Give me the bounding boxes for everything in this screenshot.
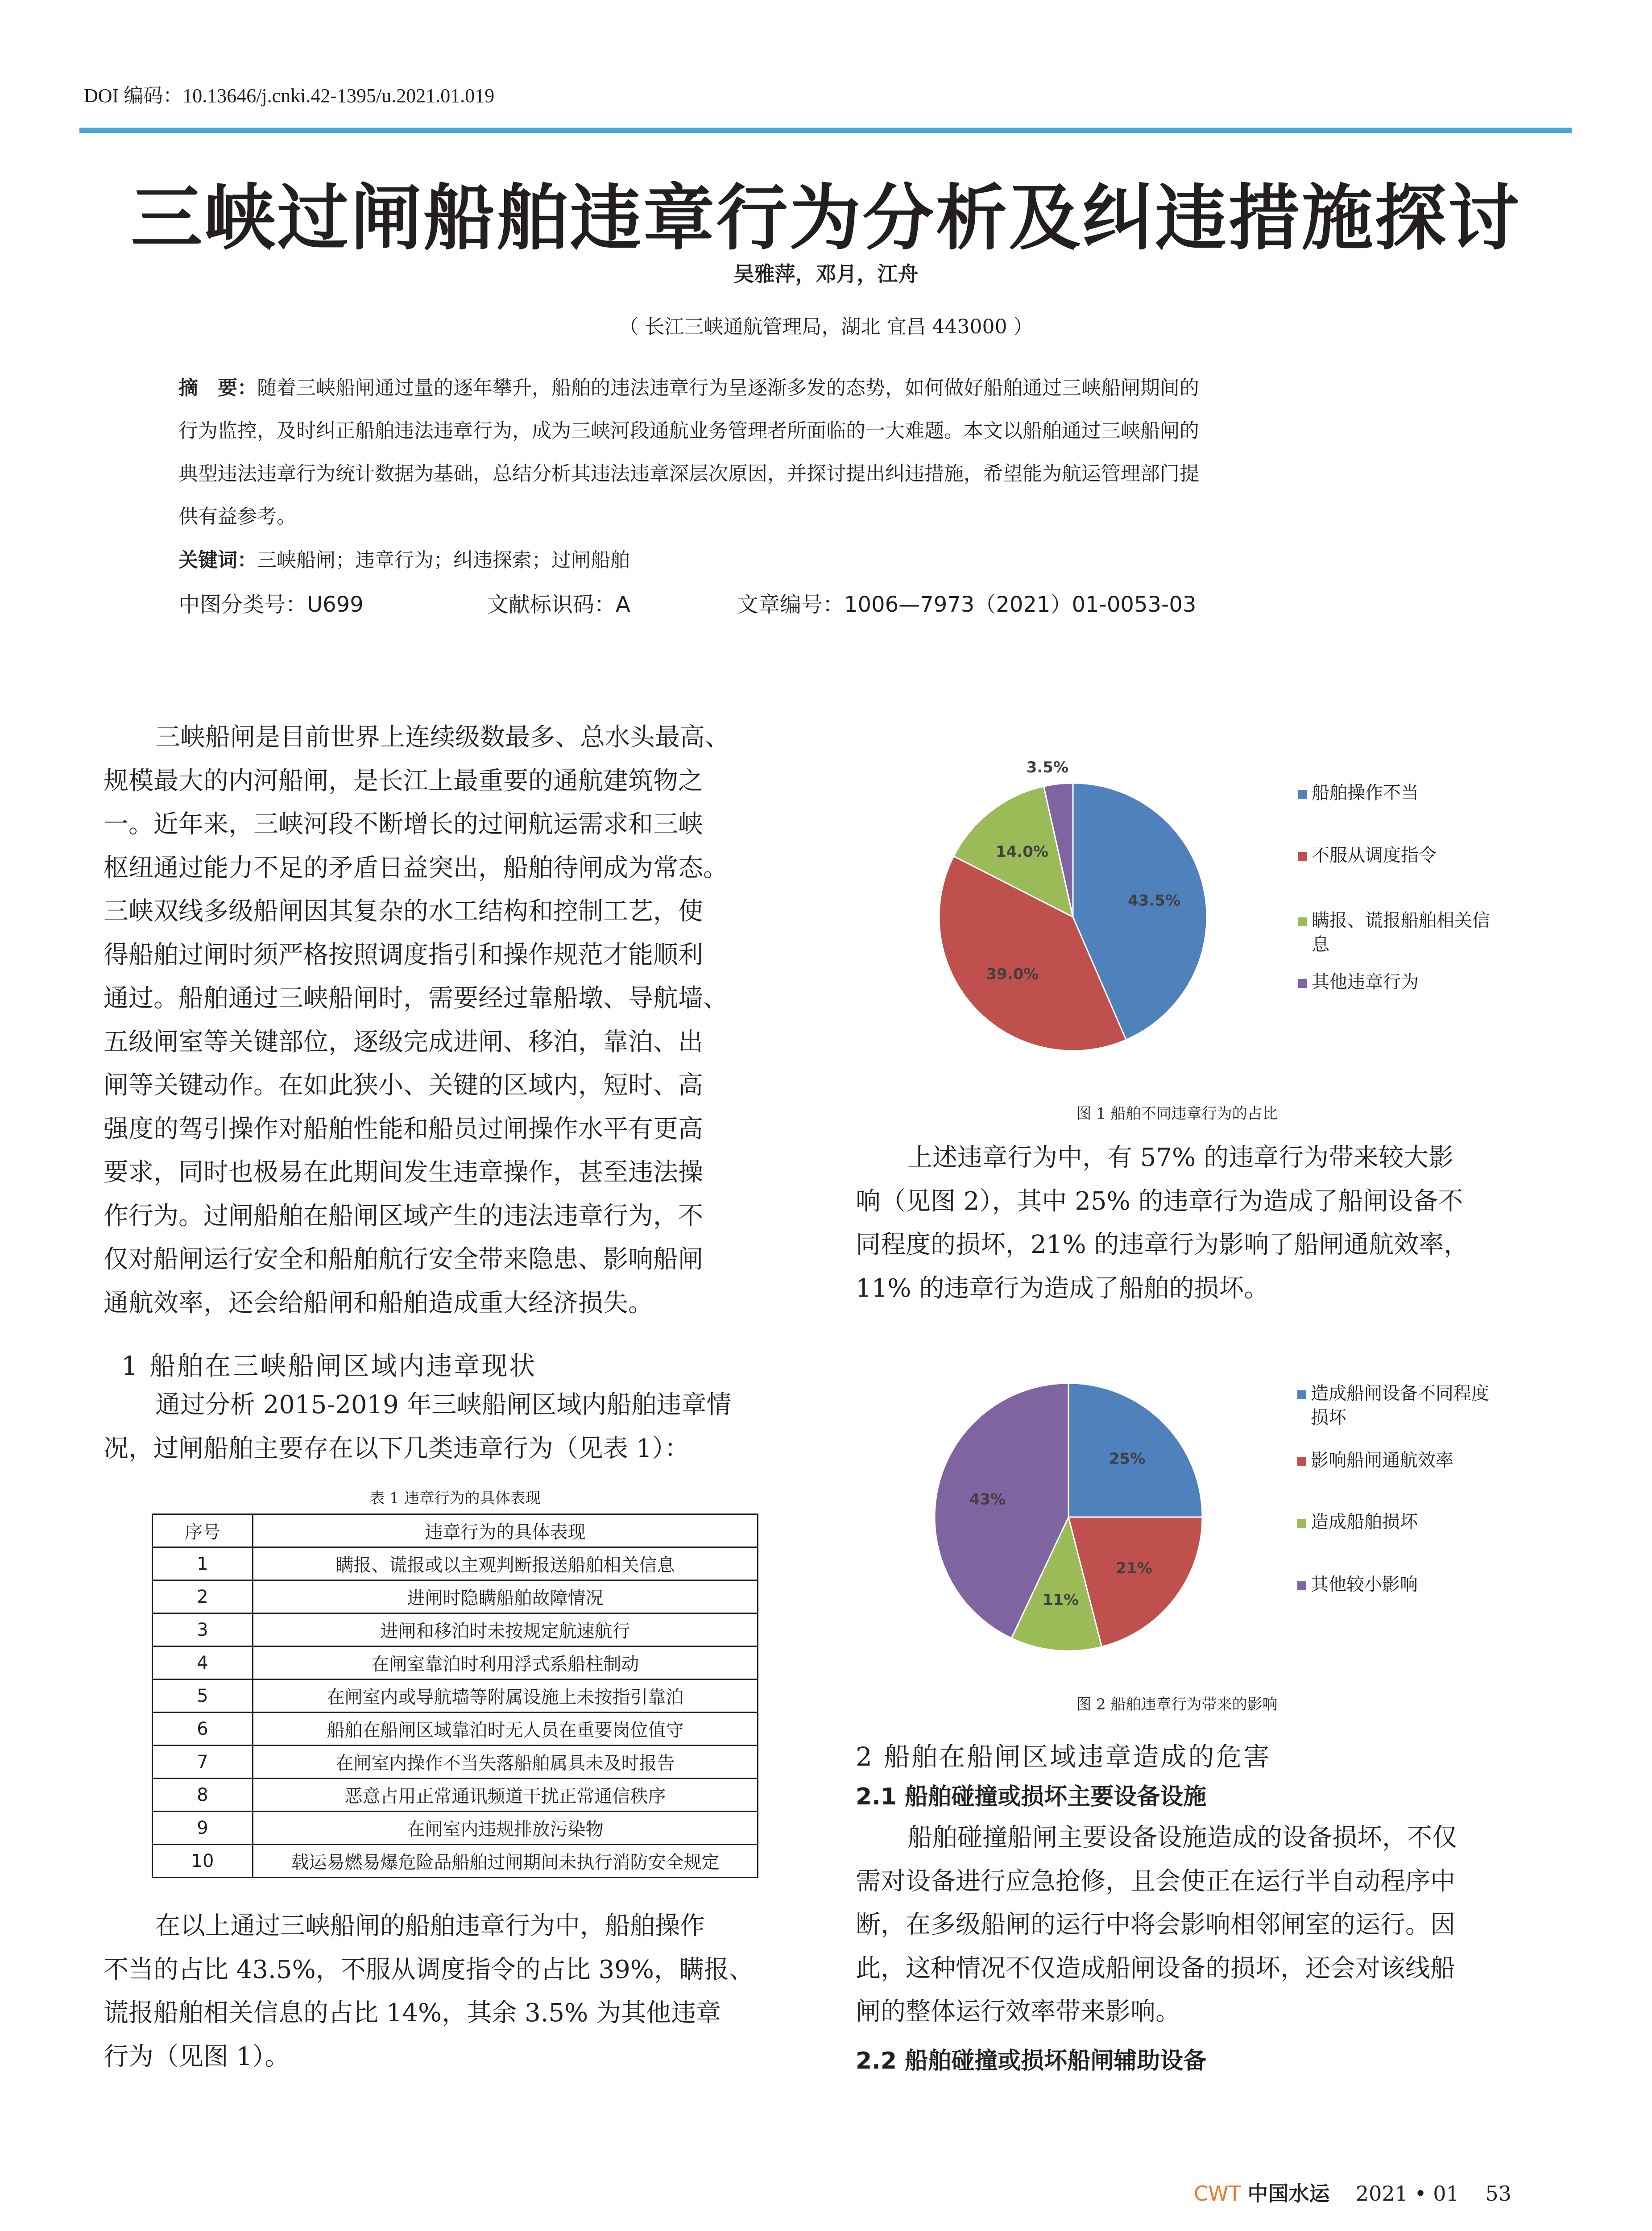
abstract-line: 供有益参考。 <box>178 505 296 528</box>
pie-data-label: 14.0% <box>996 843 1048 861</box>
legend-label: 影响船闸通航效率 <box>1311 1450 1453 1471</box>
table-row <box>153 1580 758 1613</box>
text-line: 况，过闸船舶主要存在以下几类违章行为（见表 1）： <box>104 1434 690 1463</box>
section-heading: 1 船舶在三峡船闸区域内违章现状 <box>121 1351 537 1381</box>
legend-label: 其他违章行为 <box>1312 972 1419 992</box>
table-cell: 瞒报、谎报或以主观判断报送船舶相关信息 <box>253 1547 758 1580</box>
figure-2-caption: 图 2 船舶违章行为带来的影响 <box>1076 1696 1278 1713</box>
abstract-line: 行为监控，及时纠正船舶违法违章行为，成为三峡河段通航业务管理者所面临的一大难题。本文以船舶通过三峡船闸的 <box>178 419 1199 442</box>
legend-swatch-operation <box>1298 790 1307 799</box>
table-cell: 3 <box>153 1613 253 1646</box>
table-row <box>153 1679 758 1713</box>
text-line: 同程度的损坏，21% 的违章行为影响了船闸通航效率， <box>856 1230 1469 1259</box>
table-cell: 进闸时隐瞒船舶故障情况 <box>253 1580 758 1613</box>
text-line: 五级闸室等关键部位，逐级完成进闸、移泊，靠泊、出 <box>104 1027 703 1057</box>
legend-label: 其他较小影响 <box>1311 1574 1418 1595</box>
table-cell: 7 <box>153 1746 253 1779</box>
section21-paragraph <box>856 1816 1498 2034</box>
footer-issue: 2021 • 01 <box>1355 2181 1459 2206</box>
table-cell: 船舶在船闸区域靠泊时无人员在重要岗位值守 <box>253 1713 758 1746</box>
figure-1-caption: 图 1 船舶不同违章行为的占比 <box>1076 1105 1278 1123</box>
pie-data-label: 25% <box>1109 1450 1146 1468</box>
document-code: 文献标识码：A <box>487 592 630 617</box>
legend-swatch-minor <box>1297 1581 1306 1590</box>
table-row <box>153 1746 758 1779</box>
table-cell: 载运易燃易爆危险品船舶过闸期间未执行消防安全规定 <box>253 1845 758 1878</box>
table-row <box>153 1845 758 1878</box>
keywords: 三峡船闸；违章行为；纠违探索；过闸船舶 <box>257 549 630 572</box>
legend-label: 损坏 <box>1311 1407 1346 1428</box>
table-cell: 恶意占用正常通讯频道干扰正常通信秩序 <box>253 1779 758 1812</box>
table-cell: 1 <box>153 1547 253 1580</box>
abstract-line: 典型违法违章行为统计数据为基础，总结分析其违法违章深层次原因，并探讨提出纠违措施，希望能为航运管理部门提 <box>178 462 1199 485</box>
doi-line: DOI 编码：10.13646/j.cnki.42-1395/u.2021.01.019 <box>84 85 495 107</box>
abstract-label: 摘 要： <box>178 377 257 399</box>
after-table-paragraph <box>104 1904 754 2078</box>
footer-magazine: 中国水运 <box>1247 2181 1330 2206</box>
pie-chart-2-legend <box>1297 1380 1547 1612</box>
legend-label: 造成船舶损坏 <box>1311 1512 1418 1532</box>
table-row <box>153 1547 758 1580</box>
table-row <box>153 1613 758 1646</box>
text-line: 11% 的违章行为造成了船舶的损坏。 <box>856 1273 1269 1303</box>
text-line: 通航效率，还会给船闸和船舶造成重大经济损失。 <box>104 1288 653 1318</box>
pie-data-label: 11% <box>1042 1591 1079 1609</box>
keywords-line <box>178 539 1481 582</box>
text-line: 谎报船舶相关信息的占比 14%，其余 3.5% 为其他违章 <box>104 1999 721 2028</box>
legend-swatch-equipment <box>1297 1390 1306 1399</box>
table-row <box>153 1713 758 1746</box>
text-line: 不当的占比 43.5%，不服从调度指令的占比 39%，瞒报、 <box>104 1955 754 1984</box>
legend-label: 造成船闸设备不同程度 <box>1311 1383 1489 1404</box>
table-cell: 在闸室内或导航墙等附属设施上未按指引靠泊 <box>253 1679 758 1713</box>
table-cell: 在闸室内操作不当失落船舶属具未及时报告 <box>253 1746 758 1779</box>
text-line: 在以上通过三峡船闸的船舶违章行为中，船舶操作 <box>155 1912 705 1941</box>
text-line: 行为（见图 1）。 <box>104 2042 290 2071</box>
legend-swatch-false-report <box>1298 917 1307 926</box>
table-row <box>153 1779 758 1812</box>
abstract-line <box>178 367 1481 410</box>
subsection-heading: 2.2 船舶碰撞或损坏船闸辅助设备 <box>856 2048 1207 2074</box>
intro-paragraph <box>104 716 746 1325</box>
table-cell: 8 <box>153 1779 253 1812</box>
pie-data-label: 43.5% <box>1128 892 1181 910</box>
pie-data-label: 21% <box>1116 1559 1152 1578</box>
text-line: 响（见图 2），其中 25% 的违章行为造成了船闸设备不 <box>856 1186 1463 1216</box>
legend-label: 息 <box>1312 934 1329 955</box>
table-cell: 5 <box>153 1679 253 1713</box>
table-header-cell: 违章行为的具体表现 <box>253 1514 758 1547</box>
table-caption: 表 1 违章行为的具体表现 <box>369 1489 541 1507</box>
keywords-label: 关键词： <box>178 549 257 572</box>
text-line: 闸等关键动作。在如此狭小、关键的区域内，短时、高 <box>104 1071 703 1100</box>
text-line: 规模最大的内河船闸，是长江上最重要的通航建筑物之 <box>104 766 703 796</box>
text-line: 通过分析 2015-2019 年三峡船闸区域内船舶违章情 <box>155 1390 732 1419</box>
text-line: 强度的驾引操作对船舶性能和船员过闸操作水平有更高 <box>104 1114 703 1144</box>
table-cell: 6 <box>153 1713 253 1746</box>
article-title: 三峡过闸船舶违章行为分析及纠违措施探讨 <box>131 176 1521 260</box>
pie-data-label: 39.0% <box>986 965 1039 983</box>
header-rule <box>79 128 1572 133</box>
table-header-row <box>153 1514 758 1547</box>
section-heading: 2 船舶在船闸区域违章造成的危害 <box>856 1742 1271 1772</box>
legend-label: 瞒报、谎报船舶相关信 <box>1312 910 1490 931</box>
figure-1-paragraph <box>856 1136 1498 1310</box>
article-number: 文章编号：1006—7973（2021）01-0053-03 <box>737 592 1197 617</box>
table-cell: 9 <box>153 1812 253 1845</box>
text-line: 枢纽通过能力不足的矛盾日益突出，船舶待闸成为常态。 <box>104 853 728 883</box>
pie-chart-1-legend <box>1298 775 1548 1007</box>
text-line: 此，这种情况不仅造成船闸设备的损坏，还会对该线船 <box>856 1953 1455 1983</box>
pie-chart-violation-impact <box>848 1356 1249 1669</box>
legend-swatch-ship-damage <box>1297 1519 1306 1528</box>
section1-paragraph <box>104 1383 746 1470</box>
table-cell: 2 <box>153 1580 253 1613</box>
text-line: 作行为。过闸船舶在船闸区域产生的违法违章行为，不 <box>104 1201 703 1231</box>
table-cell: 进闸和移泊时未按规定航速航行 <box>253 1613 758 1646</box>
legend-label: 船舶操作不当 <box>1312 783 1419 803</box>
legend-swatch-disobey <box>1298 852 1307 861</box>
text-line: 船舶碰撞船闸主要设备设施造成的设备损坏，不仅 <box>907 1823 1457 1852</box>
table-header-cell: 序号 <box>153 1514 253 1547</box>
text-line: 得船舶过闸时须严格按照调度指引和操作规范才能顺利 <box>104 940 703 970</box>
authors: 吴雅萍，邓月，江舟 <box>733 262 919 286</box>
text-line: 一。近年来，三峡河段不断增长的过闸航运需求和三峡 <box>104 810 703 839</box>
text-line: 断，在多级船闸的运行中将会影响相邻闸室的运行。因 <box>856 1910 1455 1939</box>
pie-data-label: 3.5% <box>1026 759 1069 777</box>
table-cell: 10 <box>153 1845 253 1878</box>
text-line: 三峡船闸是目前世界上连续级数最多、总水头最高、 <box>155 723 730 752</box>
table-cell: 4 <box>153 1646 253 1679</box>
table-cell: 在闸室靠泊时利用浮式系船柱制动 <box>253 1646 758 1679</box>
clc-number: 中图分类号：U699 <box>178 592 364 617</box>
text-line: 上述违章行为中，有 57% 的违章行为带来较大影 <box>907 1143 1454 1172</box>
text-line: 仅对船闸运行安全和船舶航行安全带来隐患、影响船闸 <box>104 1245 703 1274</box>
footer-brand: CWT <box>1194 2181 1241 2206</box>
violations-table <box>152 1514 758 1878</box>
legend-swatch-other <box>1298 979 1307 988</box>
legend-swatch-efficiency <box>1297 1457 1306 1466</box>
table-row <box>153 1646 758 1679</box>
affiliation: （ 长江三峡通航管理局，湖北 宜昌 443000 ） <box>619 315 1033 338</box>
text-line: 需对设备进行应急抢修，且会使正在运行半自动程序中 <box>856 1866 1455 1896</box>
subsection-heading: 2.1 船舶碰撞或损坏主要设备设施 <box>856 1783 1207 1810</box>
abstract-text: 随着三峡船闸通过量的逐年攀升，船舶的违法违章行为呈逐渐多发的态势，如何做好船舶通过三峡船闸期间的 <box>257 377 1199 399</box>
text-line: 三峡双线多级船闸因其复杂的水工结构和控制工艺，使 <box>104 897 703 926</box>
table-cell: 在闸室内违规排放污染物 <box>253 1812 758 1845</box>
pie-data-label: 43% <box>969 1490 1006 1509</box>
text-line: 通过。船舶通过三峡船闸时，需要经过靠船墩、导航墙、 <box>104 984 728 1013</box>
legend-label: 不服从调度指令 <box>1312 845 1437 866</box>
pie-chart-violation-share <box>848 723 1294 1098</box>
footer-page-number: 53 <box>1485 2181 1511 2206</box>
text-line: 闸的整体运行效率带来影响。 <box>856 1997 1180 2026</box>
page-footer <box>1194 2177 1511 2207</box>
text-line: 要求，同时也极易在此期间发生违章操作，甚至违法操 <box>104 1158 703 1187</box>
table-row <box>153 1812 758 1845</box>
